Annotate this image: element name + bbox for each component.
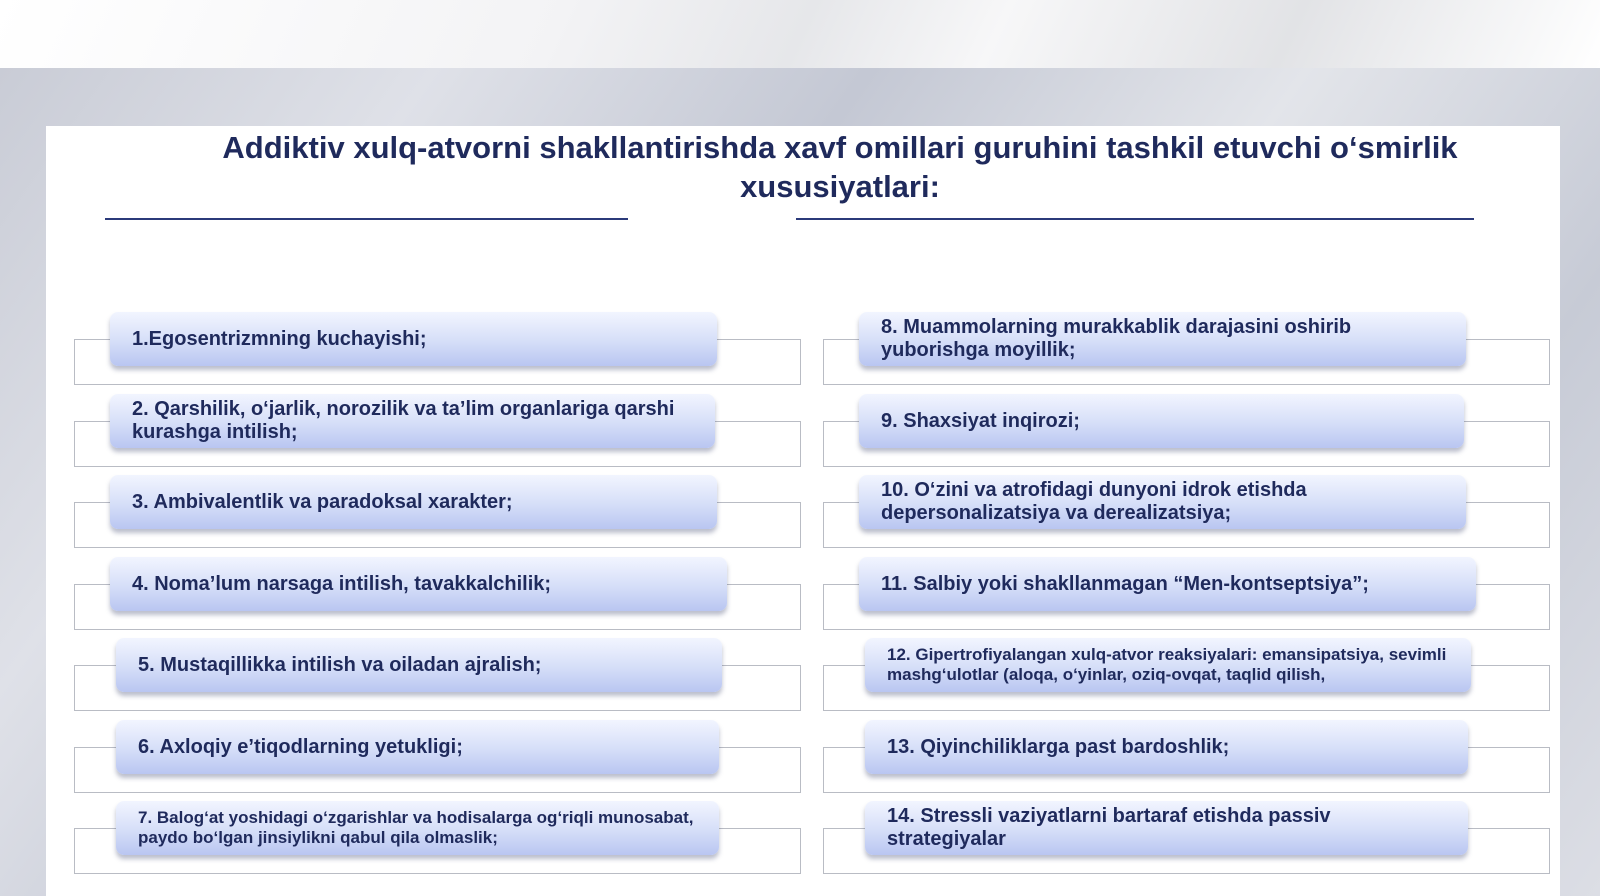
list-item-3: 3. Ambivalentlik va paradoksal xarakter; xyxy=(110,475,717,529)
list-item-5: 5. Mustaqillikka intilish va oiladan ajralish; xyxy=(116,638,722,692)
list-item-9: 9. Shaxsiyat inqirozi; xyxy=(859,394,1464,448)
list-item-8: 8. Muammolarning murakkablik darajasini oshirib yuborishga moyillik; xyxy=(859,312,1466,366)
list-item-4: 4. Noma’lum narsaga intilish, tavakkalchilik; xyxy=(110,557,727,611)
list-item-7: 7. Balog‘at yoshidagi o‘zgarishlar va hodisalarga og‘riqli munosabat, paydo bo‘lgan jinsiylikni qabul qila olmaslik; xyxy=(116,801,719,855)
list-item-2: 2. Qarshilik, o‘jarlik, norozilik va ta’lim organlariga qarshi kurashga intilish; xyxy=(110,394,715,448)
title-rule-left xyxy=(105,218,628,220)
list-item-10: 10. O‘zini va atrofidagi dunyoni idrok etishda depersonalizatsiya va derealizatsiya; xyxy=(859,475,1466,529)
list-item-13: 13. Qiyinchiliklarga past bardoshlik; xyxy=(865,720,1468,774)
list-item-14: 14. Stressli vaziyatlarni bartaraf etishda passiv strategiyalar xyxy=(865,801,1468,855)
title-rule-right xyxy=(796,218,1474,220)
slide-title: Addiktiv xulq-atvorni shakllantirishda xavf omillari guruhini tashkil etuvchi o‘smirlik xususiyatlari: xyxy=(222,130,1458,204)
top-background-band xyxy=(0,0,1600,70)
list-item-6: 6. Axloqiy e’tiqodlarning yetukligi; xyxy=(116,720,719,774)
list-item-11: 11. Salbiy yoki shakllanmagan “Men-kontseptsiya”; xyxy=(859,557,1476,611)
list-item-12: 12. Gipertrofiyalangan xulq-atvor reaksiyalari: emansipatsiya, sevimli mashg‘ulotlar (aloqa, o‘yinlar, oziq-ovqat, taqlid qilish, xyxy=(865,638,1471,692)
list-item-1: 1.Egosentrizmning kuchayishi; xyxy=(110,312,717,366)
